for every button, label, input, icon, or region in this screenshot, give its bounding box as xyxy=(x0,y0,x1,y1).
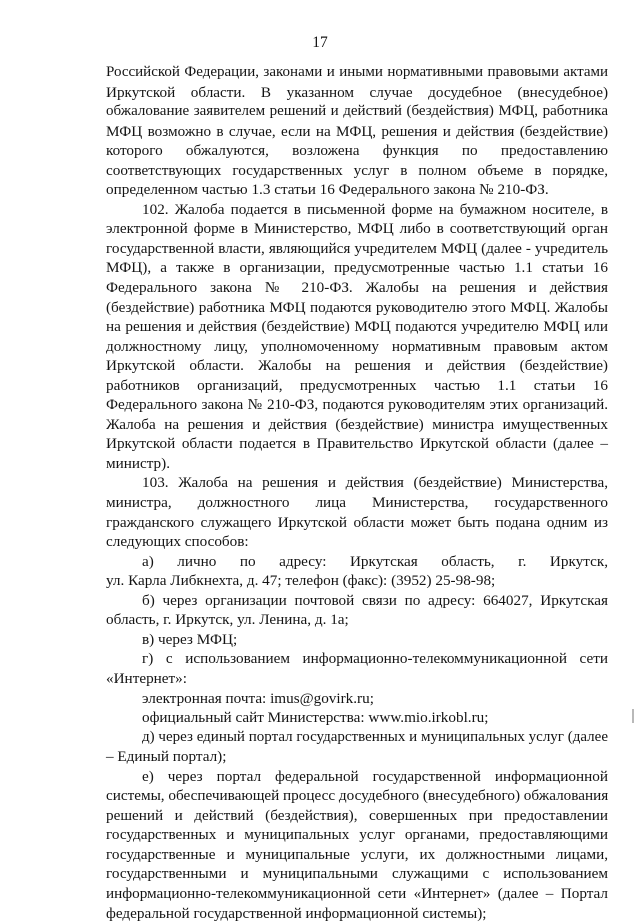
list-item-e: е) через портал федеральной государственной информационной xyxy=(142,767,608,785)
text-line: Федерального закона № 210-ФЗ. Жалобы на решения и действия xyxy=(106,279,608,297)
list-item-a: а) лично по адресу: Иркутская область, г. Иркутск, xyxy=(142,552,608,570)
text-line: определенном частью 1.3 статьи 16 Федерального закона № 210-ФЗ. xyxy=(106,181,549,199)
text-line: государственные и муниципальные услуги, их должностными лицами, xyxy=(106,845,608,863)
text-line: область, г. Иркутск, ул. Ленина, д. 1а; xyxy=(106,611,349,629)
text-line: работников организаций, предусмотренных частью 1.1 статьи 16 xyxy=(106,376,608,394)
list-item-d: д) через единый портал государственных и муниципальных услуг (далее xyxy=(142,728,608,745)
list-item-g: г) с использованием информационно-телекоммуникационной сети xyxy=(142,650,608,668)
text-line: МФЦ возможно в случае, если на МФЦ, решения и действия (бездействие) xyxy=(106,122,608,140)
document-body xyxy=(106,63,608,923)
text-line: министра, должностного лица Министерства, государственного xyxy=(106,494,608,512)
text-line: системы, обеспечивающей процесс досудебного (внесудебного) обжалования xyxy=(106,787,609,805)
paragraph-103-start: 103. Жалоба на решения и действия (бездействие) Министерства, xyxy=(142,474,608,492)
text-line: обжалование заявителем решений и действий (бездействия) МФЦ, работника xyxy=(106,103,608,120)
text-line: – Единый портал); xyxy=(106,748,227,766)
text-line: соответствующих государственных услуг в полном объеме в порядке, xyxy=(106,161,608,179)
website-line: официальный сайт Министерства: www.mio.irkobl.ru; xyxy=(142,709,489,727)
text-line: Жалоба на решения и действия (бездействие) министра имущественных xyxy=(106,415,608,433)
text-line: государственных и муниципальных услуг органами, предоставляющими xyxy=(106,826,608,844)
text-line: МФЦ), а также в организации, предусмотренные частью 1.1 статьи 16 xyxy=(106,259,608,277)
list-item-b: б) через организации почтовой связи по адресу: 664027, Иркутская xyxy=(142,591,608,609)
text-line: федеральной государственной информационной системы); xyxy=(106,904,487,922)
list-item-v: в) через МФЦ; xyxy=(142,630,238,648)
text-line: следующих способов: xyxy=(106,533,249,551)
text-line: информационно-телекоммуникационной сети «Интернет» (далее – Портал xyxy=(106,884,608,902)
text-line: Федерального закона № 210-ФЗ, подаются руководителям этих организаций. xyxy=(106,396,608,414)
text-line: ул. Карла Либкнехта, д. 47; телефон (факс): (3952) 25-98-98; xyxy=(106,572,496,590)
text-line: Иркутской области. Жалобы на решения и действия (бездействие) xyxy=(106,357,608,375)
text-line: Иркутской области подается в Правительство Иркутской области (далее – xyxy=(106,435,608,453)
text-line: на решения и действия (бездействие) МФЦ подаются учредителю МФЦ или xyxy=(106,318,608,336)
paragraph-102-start: 102. Жалоба подается в письменной форме на бумажном носителе, в xyxy=(142,200,608,218)
text-line: министр). xyxy=(106,454,171,472)
text-line: Российской Федерации, законами и иными нормативными правовыми актами xyxy=(106,64,608,80)
scan-artifact-mark xyxy=(632,709,634,723)
text-line: гражданского служащего Иркутской области может быть подана одним из xyxy=(106,513,608,531)
text-line: (бездействие) работника МФЦ подаются руководителю этого МФЦ. Жалобы xyxy=(106,298,608,316)
text-line: электронной форме в Министерство, МФЦ либо в соответствующий орган xyxy=(106,220,608,238)
text-line: Иркутской области. В указанном случае досудебное (внесудебное) xyxy=(106,83,608,101)
text-line: должностному лицу, уполномоченному нормативным правовым актом xyxy=(106,337,608,355)
text-line: решений и действий (бездействия), совершенных при предоставлении xyxy=(106,806,608,824)
text-line: «Интернет»: xyxy=(106,669,187,687)
email-line: электронная почта: imus@govirk.ru; xyxy=(142,689,374,707)
text-line: государственными и муниципальными служащими с использованием xyxy=(106,865,608,883)
text-line: государственной власти, являющийся учредителем МФЦ (далее - учредитель xyxy=(106,239,608,257)
page-number: 17 xyxy=(312,34,328,51)
text-line: которого обжалуются, возложена функция по предоставлению xyxy=(106,142,608,160)
